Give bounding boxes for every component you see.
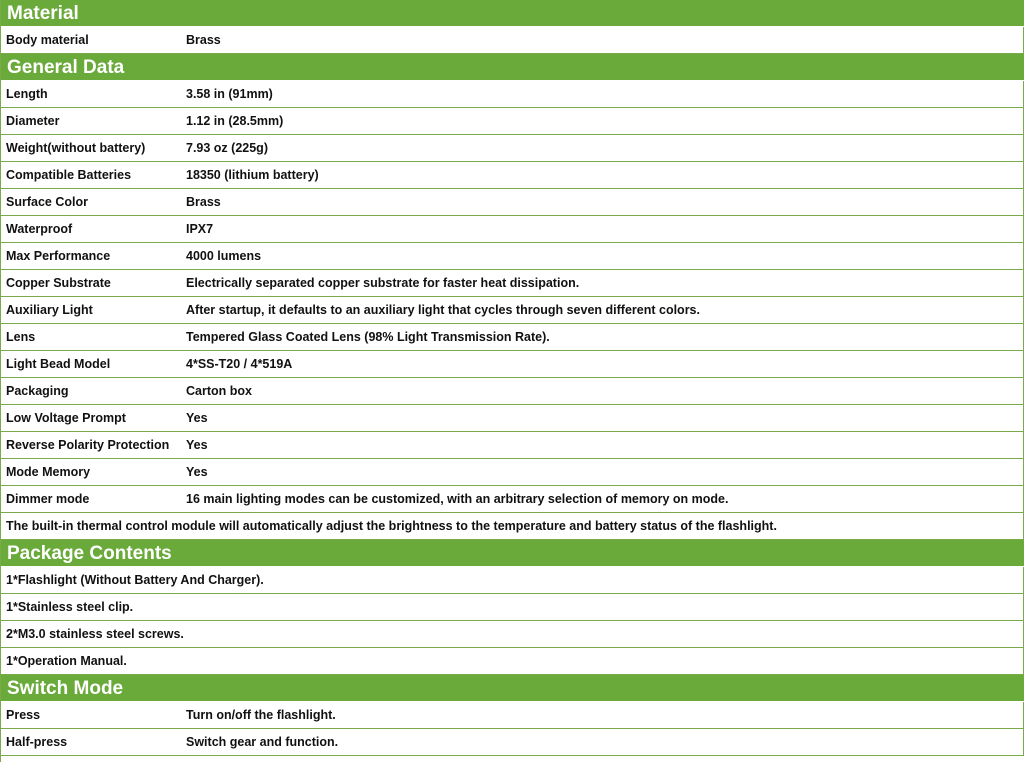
switch-value: Switch gear and function. [186,735,339,749]
spec-label: Weight(without battery) [6,141,146,155]
spec-row-packaging [1,378,1024,405]
spec-row-length [1,81,1024,108]
spec-label: Light Bead Model [6,357,111,371]
package-item-text: 1*Flashlight (Without Battery And Charger). [6,573,264,587]
spec-row-surface-color [1,189,1024,216]
package-item-text: 1*Operation Manual. [6,654,127,668]
spec-label: Lens [6,330,36,344]
note-text: The built-in thermal control module will automatically adjust the brightness to the temperature and battery status of the flashlight. [6,519,777,533]
spec-row-max-performance [1,243,1024,270]
section-header-material: Material [1,0,1024,27]
spec-value: Brass [186,195,221,209]
spec-label: Diameter [6,114,60,128]
spec-row-auxiliary-light [1,297,1024,324]
spec-value: 4*SS-T20 / 4*519A [186,357,293,371]
spec-row-diameter [1,108,1024,135]
spec-label: Compatible Batteries [6,168,132,182]
section-header-general-data: General Data [1,54,1024,81]
switch-row-press [1,702,1024,729]
spec-value: Tempered Glass Coated Lens (98% Light Transmission Rate). [186,330,550,344]
package-item [1,648,1024,675]
spec-value: Carton box [186,384,252,398]
section-header-package-contents: Package Contents [1,540,1024,567]
section-header-switch-mode: Switch Mode [1,675,1024,702]
spec-label: Dimmer mode [6,492,90,506]
spec-value: IPX7 [186,222,214,236]
spec-row-copper-substrate [1,270,1024,297]
spec-label: Length [6,87,48,101]
spec-row-waterproof [1,216,1024,243]
spec-label: Max Performance [6,249,111,263]
switch-value: Turn on/off the flashlight. [186,708,336,722]
switch-label: Press [6,708,41,722]
spec-row-reverse-polarity-protection [1,432,1024,459]
spec-row-mode-memory [1,459,1024,486]
spec-value: 4000 lumens [186,249,262,263]
switch-label: Half-press [6,735,68,749]
spec-row-dimmer-mode [1,486,1024,513]
spec-label: Packaging [6,384,69,398]
spec-value: Yes [186,465,208,479]
spec-value: Electrically separated copper substrate for faster heat dissipation. [186,276,580,290]
package-item [1,621,1024,648]
spec-row-low-voltage-prompt [1,405,1024,432]
spec-value: 7.93 oz (225g) [186,141,268,155]
spec-value: Yes [186,438,208,452]
spec-label: Body material [6,33,89,47]
spec-label: Reverse Polarity Protection [6,438,170,452]
spec-row-weight [1,135,1024,162]
spec-value: 18350 (lithium battery) [186,168,319,182]
spec-value: After startup, it defaults to an auxiliary light that cycles through seven different colors. [186,303,700,317]
spec-value: 1.12 in (28.5mm) [186,114,284,128]
spec-label: Waterproof [6,222,73,236]
package-item [1,567,1024,594]
spec-row-lens [1,324,1024,351]
spec-label: Copper Substrate [6,276,111,290]
spec-value: Brass [186,33,221,47]
spec-value: 16 main lighting modes can be customized, with an arbitrary selection of memory on mode. [186,492,729,506]
spec-label: Auxiliary Light [6,303,93,317]
package-item-text: 2*M3.0 stainless steel screws. [6,627,184,641]
spec-value: 3.58 in (91mm) [186,87,273,101]
spec-label: Surface Color [6,195,88,209]
thermal-control-note [1,513,1024,540]
spec-label: Low Voltage Prompt [6,411,126,425]
package-item-text: 1*Stainless steel clip. [6,600,134,614]
spec-row-compatible-batteries [1,162,1024,189]
spec-row-light-bead-model [1,351,1024,378]
spec-label: Mode Memory [6,465,91,479]
spec-value: Yes [186,411,208,425]
switch-row-half-press [1,729,1024,756]
spec-row-body-material [1,27,1024,54]
package-item [1,594,1024,621]
